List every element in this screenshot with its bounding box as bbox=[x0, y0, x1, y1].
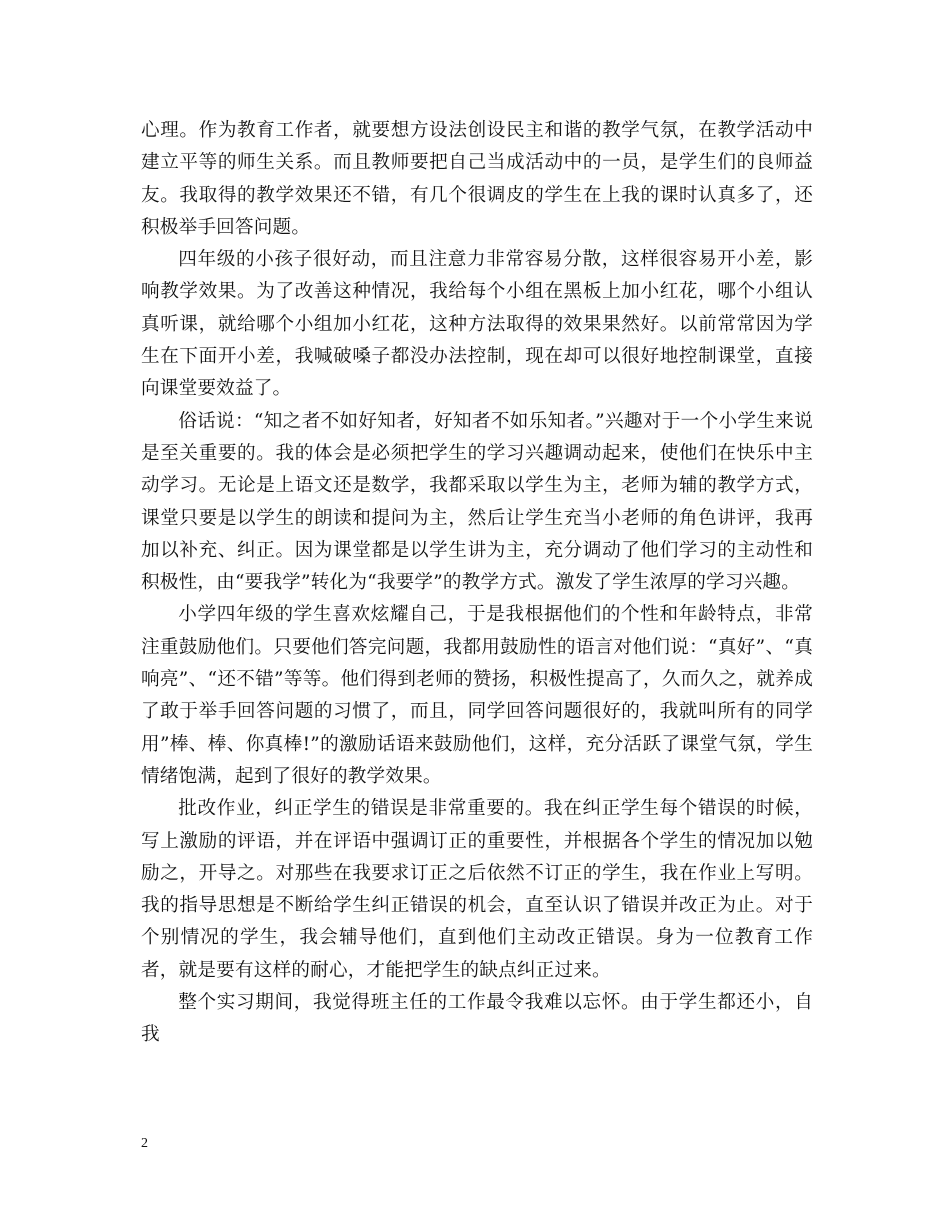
document-body bbox=[141, 115, 813, 1052]
paragraph-2: 四年级的小孩子很好动，而且注意力非常容易分散，这样很容易开小差，影响教学效果。为了改善这种情况，我给每个小组在黑板上加小红花，哪个小组认真听课，就给哪个小组加小红花，这种方法取得的效果果然好。以前常常因为学生在下面开小差，我喊破嗓子都没办法控制，现在却可以很好地控制课堂，直接向课堂要效益了。 bbox=[141, 249, 813, 400]
paragraph-1: 心理。作为教育工作者，就要想方设法创设民主和谐的教学气氛，在教学活动中建立平等的师生关系。而且教师要把自己当成活动中的一员，是学生们的良师益友。我取得的教学效果还不错，有几个很调皮的学生在上我的课时认真多了，还积极举手回答问题。 bbox=[141, 120, 813, 238]
page-number: 2 bbox=[141, 1136, 148, 1151]
paragraph-6: 整个实习期间，我觉得班主任的工作最令我难以忘怀。由于学生都还小，自我 bbox=[141, 992, 813, 1046]
paragraph-3: 俗话说：“知之者不如好知者，好知者不如乐知者。”兴趣对于一个小学生来说是至关重要的。我的体会是必须把学生的学习兴趣调动起来，使他们在快乐中主动学习。无论是上语文还是数学，我都采取以学生为主，老师为辅的教学方式，课堂只要是以学生的朗读和提问为主，然后让学生充当小老师的角色讲评，我再加以补充、纠正。因为课堂都是以学生讲为主，充分调动了他们学习的主动性和积极性，由“要我学”转化为“我要学”的教学方式。激发了学生浓厚的学习兴趣。 bbox=[141, 410, 813, 594]
paragraph-5: 批改作业，纠正学生的错误是非常重要的。我在纠正学生每个错误的时候，写上激励的评语，并在评语中强调订正的重要性，并根据各个学生的情况加以勉励之，开导之。对那些在我要求订正之后依然不订正的学生，我在作业上写明。我的指导思想是不断给学生纠正错误的机会，直至认识了错误并改正为止。对于个别情况的学生，我会辅导他们，直到他们主动改正错误。身为一位教育工作者，就是要有这样的耐心，才能把学生的缺点纠正过来。 bbox=[141, 798, 813, 981]
paragraph-4: 小学四年级的学生喜欢炫耀自己，于是我根据他们的个性和年龄特点，非常注重鼓励他们。只要他们答完问题，我都用鼓励性的语言对他们说：“真好”、“真响亮”、“还不错”等等。他们得到老师的赞扬，积极性提高了，久而久之，就养成了敢于举手回答问题的习惯了，而且，同学回答问题很好的，我就叫所有的同学用”棒、棒、你真棒!”的激励话语来鼓励他们，这样，充分活跃了课堂气氛，学生情绪饱满，起到了很好的教学效果。 bbox=[141, 604, 813, 787]
